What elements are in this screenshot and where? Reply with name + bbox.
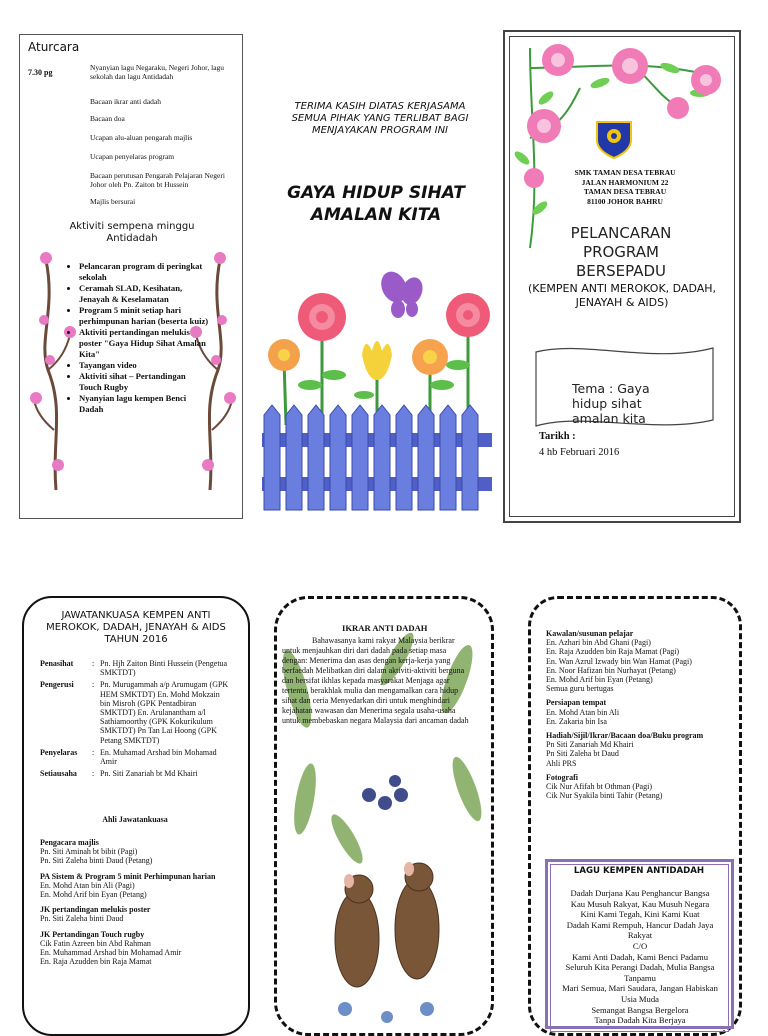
aturcara-heading: Aturcara bbox=[28, 40, 80, 54]
school-address bbox=[540, 168, 710, 206]
schedule-item: Majlis bersurai bbox=[90, 197, 136, 206]
group-block: Kawalan/susunan pelajar En. Azhari bin Abd Ghani (Pagi) En. Raja Azudden bin Raja Mamat (Pagi) En. Wan Azrul Izwady bin Wan Hamat (Pagi) En. Noor Hafizan bin Nurhayat (Petang) En. Mohd Arif bin Eyan (Petang) Semua guru bertugas bbox=[546, 629, 692, 694]
role-list bbox=[40, 659, 230, 778]
list-item: • Aktiviti pertandingan melukis poster "Gaya Hidup Sihat Amalan Kita" bbox=[79, 327, 209, 360]
cover-title-line1: GAYA HIDUP SIHAT bbox=[287, 183, 465, 203]
lyric-line: Dadah Durjana Kau Penghancur Bangsa bbox=[570, 888, 710, 898]
role-row: Setiausaha : Pn. Siti Zanariah bt Md Khairi bbox=[40, 769, 198, 779]
launch-line: PELANCARAN bbox=[570, 224, 672, 242]
role-row: Pengerusi : Pn. Murugammah a/p Arumugam (GPK HEM SMKTDT) En. Mohd Mokzain bin Misroh (GPK Pentadbiran SMKTDT) En. Arulanantham a/l Sathiamoorthy (GPK Kokurikulum SMKTDT) Pn Tan Lai Hoong (GPK Petang SMKTDT) bbox=[40, 680, 229, 745]
lyric-line: Kini Kami Tegah, Kini Kami Kuat bbox=[580, 909, 700, 920]
duty-groups bbox=[546, 629, 738, 800]
thanks-text: TERIMA KASIH DIATAS KERJASAMA SEMUA PIHAK YANG TERLIBAT BAGI MENJAYAKAN PROGRAM INI bbox=[291, 101, 469, 136]
schedule-item: Ucapan penyelaras program bbox=[90, 152, 175, 161]
lyric-line: Semangat Bangsa Bergelora bbox=[591, 1004, 689, 1015]
list-item: • Tayangan video bbox=[79, 360, 209, 371]
group-block: Hadiah/Sijil/Ikrar/Bacaan doa/Buku program Pn Siti Zanariah Md Khairi Pn Siti Zaleha bt Daud Ahli PRS bbox=[546, 731, 704, 768]
butterfly-icon bbox=[376, 267, 426, 318]
schedule-item: Bacaan doa bbox=[90, 114, 125, 123]
launch-line: BERSEPADU bbox=[575, 262, 667, 280]
role-row: Penyelaras : En. Muhamad Arshad bin Mohamad Amir bbox=[40, 747, 217, 767]
group-block: Fotografi Cik Nur Afifah bt Othman (Pagi) Cik Nur Syakila binti Tahir (Petang) bbox=[546, 772, 663, 801]
schedule-item: Bacaan perutusan Pengarah Pelajaran Negeri Johor oleh Pn. Zaiton bt Hussein bbox=[90, 171, 225, 189]
launch-line: PROGRAM bbox=[583, 243, 659, 261]
role-row: Penasihat : Pn. Hjh Zaiton Binti Hussein (Pengetua SMKTDT) bbox=[40, 659, 228, 678]
group-block: JK Pertandingan Touch rugby Cik Fatin Azreen bin Abd Rahman En. Muhammad Arshad bin Mohamad Amir En. Raja Azudden bin Raja Mamat bbox=[40, 929, 182, 967]
lyric-line: Dadah Kami Rempuh, Hancur Dadah Jaya Rakyat bbox=[566, 919, 714, 941]
date-label: Tarikh : bbox=[539, 431, 576, 442]
group-block: Persiapan tempat En. Mohd Atan bin Ali En. Zakaria bin Isa bbox=[546, 698, 620, 726]
song-title: LAGU KEMPEN ANTIDADAH bbox=[573, 866, 705, 876]
school-name: SMK TAMAN DESA TEBRAU bbox=[574, 168, 676, 177]
lyric-line: C/O bbox=[632, 940, 648, 951]
activities-title: Aktiviti sempena minggu Antidadah bbox=[69, 221, 195, 244]
theme-text: Tema : Gaya hidup sihat amalan kita bbox=[572, 381, 650, 426]
list-item: • Aktiviti sihat – Pertandingan Touch Rugby bbox=[79, 371, 209, 393]
activities-list bbox=[66, 261, 209, 415]
committee-title: JAWATANKUASA KEMPEN ANTI MEROKOK, DADAH, JENAYAH & AIDS TAHUN 2016 bbox=[46, 610, 226, 645]
schedule-time: 7.30 pg bbox=[28, 68, 53, 77]
song-lyrics bbox=[556, 888, 724, 1026]
pledge-body: Bahawasanya kami rakyat Malaysia berikrar untuk menjauhkan diri dari dadah pada setiap masa dengan: Menerima dan asas dengan kerja-kerja yang berfaedah Melibatkan diri dalam aktiviti-aktiviti berguna dan bersifat ikhlas kepada masyarakat Menjaga agar tertentu, berakhlak mulia dan mengamalkan cara hidup sihat dan ceria Menyedarkan diri untuk menghindari kejahatan wawasan dan Menerima segala usaha-usaha untuk membebaskan negara Malaysia dari ancaman dadah bbox=[282, 636, 469, 725]
lyric-line: Mari Semua, Mari Saudara, Jangan Habiskan Usia Muda bbox=[562, 983, 718, 1004]
cover-title-line2: AMALAN KITA bbox=[310, 205, 442, 225]
flower-orange bbox=[268, 339, 300, 371]
schedule-item: Nyanyian lagu Negaraku, Negeri Johor, lagu sekolah dan lagu Antidadah bbox=[90, 63, 225, 81]
list-item: • Ceramah SLAD, Kesihatan, Jenayah & Keselamatan bbox=[79, 283, 209, 305]
school-postcode: 81100 JOHOR BAHRU bbox=[587, 196, 663, 206]
school-street: JALAN HARMONIUM 22 bbox=[581, 177, 669, 187]
garden-illustration bbox=[262, 265, 492, 515]
lyric-line: Seluruh Kita Perangi Dadah, Mulia Bangsa Tanpamu bbox=[565, 962, 715, 983]
committee-groups bbox=[40, 838, 232, 966]
flower-pink bbox=[298, 293, 346, 341]
school-area: TAMAN DESA TEBRAU bbox=[583, 187, 667, 196]
lyric-line: Kau Musuh Rakyat, Kau Musuh Negara bbox=[570, 898, 710, 909]
flower-orange-right bbox=[412, 339, 448, 375]
date-value: 4 hb Februari 2016 bbox=[539, 447, 620, 458]
group-block: PA Sistem & Program 5 minit Perhimpunan harian En. Mohd Atan bin Ali (Pagi) En. Mohd Arif bin Eyan (Petang) bbox=[40, 871, 216, 900]
pledge-title: IKRAR ANTI DADAH bbox=[342, 623, 428, 633]
schedule-item: Ucapan alu-aluan pengarah majlis bbox=[90, 133, 193, 142]
list-item: • Pelancaran program di peringkat sekolah bbox=[79, 261, 209, 283]
school-crest-icon bbox=[593, 118, 635, 160]
list-item: • Nyanyian lagu kempen Benci Dadah bbox=[79, 393, 209, 415]
list-item: • Program 5 minit setiap hari perhimpunan harian (beserta kuiz) bbox=[79, 305, 209, 327]
group-block: JK pertandingan melukis poster Pn. Siti Zaleha binti Daud bbox=[40, 905, 151, 924]
schedule-item: Bacaan ikrar anti dadah bbox=[90, 97, 162, 106]
panel-aturcara bbox=[19, 34, 243, 519]
campaign-subtitle: (KEMPEN ANTI MEROKOK, DADAH, JENAYAH & AIDS) bbox=[527, 282, 717, 309]
ahli-title: Ahli Jawatankuasa bbox=[102, 815, 168, 824]
group-block: Pengacara majlis Pn. Siti Aminah bt bibit (Pagi) Pn. Siti Zaleha binti Daud (Petang) bbox=[40, 838, 153, 866]
lyric-line: Kami Anti Dadah, Kami Benci Padamu bbox=[571, 951, 709, 962]
lyric-line: Tanpa Dadah Kita Berjaya bbox=[594, 1015, 686, 1026]
launch-title bbox=[510, 224, 732, 281]
flower-pink-right bbox=[446, 293, 490, 337]
